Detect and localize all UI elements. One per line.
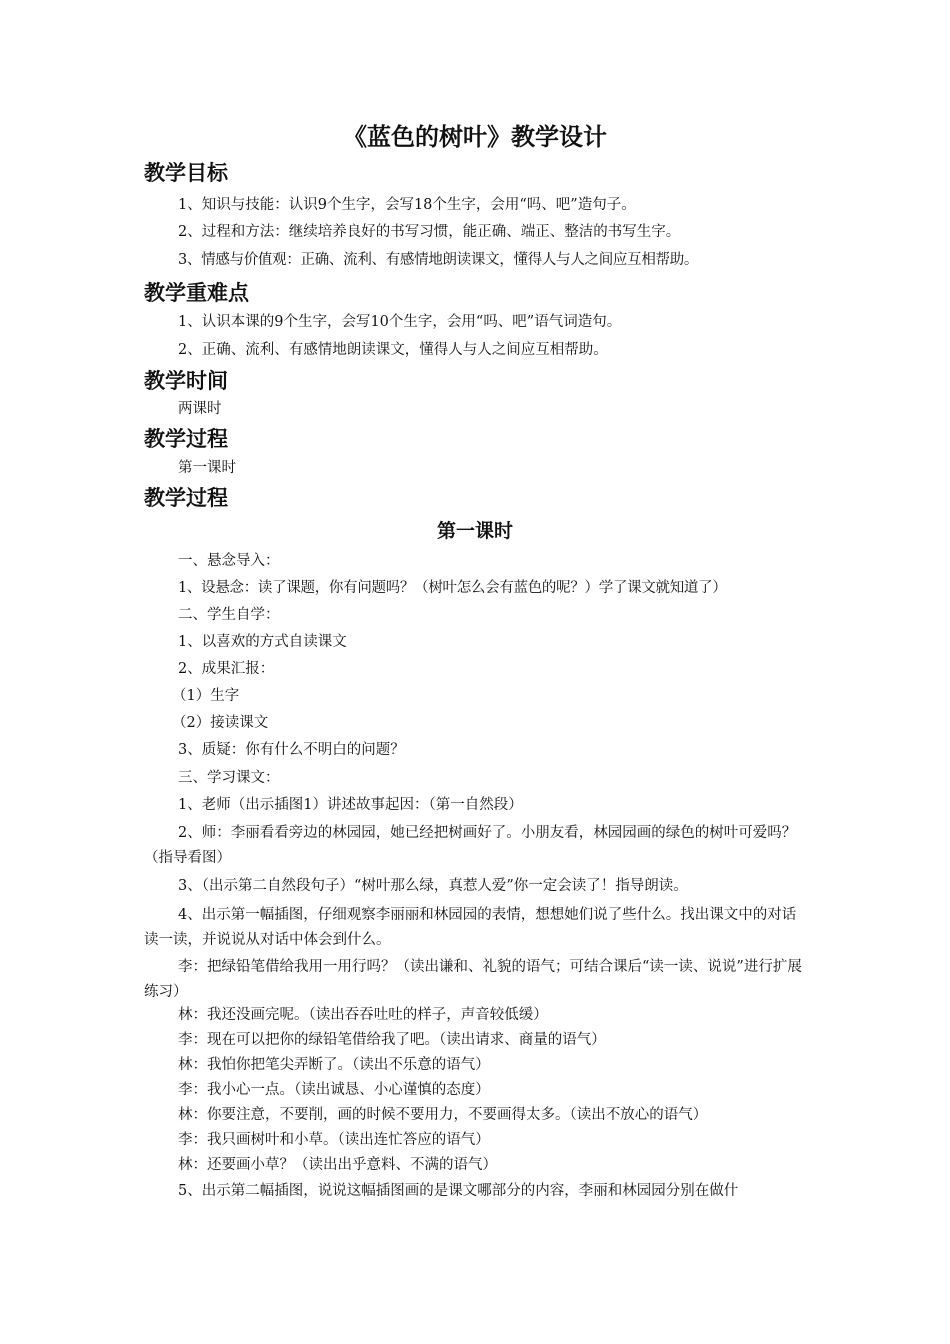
process-paragraph: 4、出示第一幅插图，仔细观察李丽丽和林园园的表情，想想她们说了些什么。找出课文中的对话读一读，并说说从对话中体会到什么。 (144, 907, 797, 948)
key-point-item: 2、正确、流利、有感情地朗读课文，懂得人与人之间应互相帮助。 (178, 342, 608, 358)
process-1-text: 第一课时 (178, 460, 236, 476)
dialogue-line: 李：现在可以把你的绿铅笔借给我了吧。（读出请求、商量的语气） (178, 1032, 606, 1048)
process-paragraph: 5、出示第二幅插图，说说这幅插图画的是课文哪部分的内容，李丽和林园园分别在做什 (178, 1183, 739, 1199)
lesson-title: 第一课时 (436, 520, 513, 542)
dialogue-line: 林：你要注意，不要削，画的时候不要用力，不要画得太多。（读出不放心的语气） (178, 1107, 708, 1123)
process-paragraph: 1、以喜欢的方式自读课文 (178, 634, 347, 650)
dialogue-line: 李：我只画树叶和小草。（读出连忙答应的语气） (178, 1132, 490, 1148)
objective-item: 2、过程和方法：继续培养良好的书写习惯，能正确、端正、整洁的书写生字。 (178, 224, 681, 240)
heading-time: 教学时间 (144, 369, 228, 393)
document-title: 《蓝色的树叶》教学设计 (343, 123, 607, 151)
objective-item: 1、知识与技能：认识9个生字，会写18个生字，会用“吗、吧”造句子。 (178, 197, 636, 213)
process-paragraph: 3、质疑：你有什么不明白的问题？ (178, 742, 405, 758)
process-paragraph: 一、悬念导入： (178, 553, 280, 569)
objective-item: 3、情感与价值观：正确、流利、有感情地朗读课文，懂得人与人之间应互相帮助。 (178, 252, 699, 268)
process-paragraph: （2）接读课文 (172, 715, 269, 731)
process-paragraph: 2、师：李丽看看旁边的林园园，她已经把树画好了。小朋友看，林园园画的绿色的树叶可爱吗？（指导看图） (144, 825, 797, 866)
dialogue-line: 李：我小心一点。（读出诚恳、小心谨慎的态度） (178, 1082, 490, 1098)
process-paragraph: （1）生字 (172, 688, 240, 704)
process-paragraph: 二、学生自学： (178, 607, 280, 623)
process-paragraph: 2、成果汇报： (178, 661, 275, 677)
dialogue-line: 林：我还没画完呢。（读出吞吞吐吐的样子，声音较低缓） (178, 1007, 548, 1023)
dialogue-line: 林：还要画小草？（读出出乎意料、不满的语气） (178, 1157, 497, 1173)
heading-process-2: 教学过程 (144, 486, 228, 510)
process-paragraph: 李：把绿铅笔借给我用一用行吗？（读出谦和、礼貌的语气；可结合课后“读一读、说说”进行扩展练习） (144, 959, 802, 1000)
dialogue-line: 林：我怕你把笔尖弄断了。（读出不乐意的语气） (178, 1057, 490, 1073)
heading-process-1: 教学过程 (144, 427, 228, 451)
heading-key-points: 教学重难点 (144, 281, 249, 305)
process-paragraph: 1、设悬念：读了课题，你有问题吗？（树叶怎么会有蓝色的呢？）学了课文就知道了） (178, 580, 727, 596)
time-text: 两课时 (178, 401, 222, 417)
process-paragraph: 1、老师（出示插图1）讲述故事起因：（第一自然段） (178, 797, 523, 813)
key-point-item: 1、认识本课的9个生字，会写10个生字，会用“吗、吧”语气词造句。 (178, 314, 622, 330)
process-paragraph: 三、学习课文： (178, 770, 280, 786)
heading-objectives: 教学目标 (144, 161, 228, 185)
process-paragraph: 3、（出示第二自然段句子）“树叶那么绿，真惹人爱”你一定会读了！指导朗读。 (178, 878, 688, 894)
